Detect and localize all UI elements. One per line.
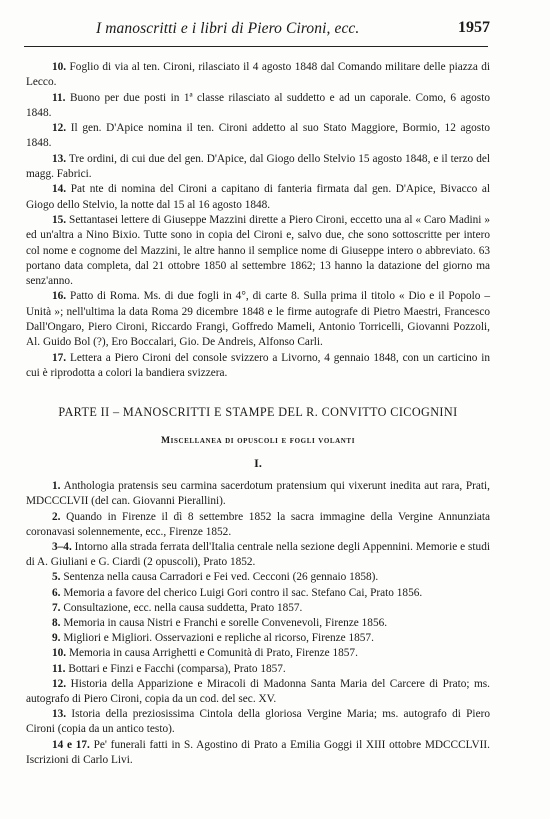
page-number: 1957 [458, 19, 490, 36]
item-text: Memoria in causa Arrighetti e Comunità di Prato, Firenze 1857. [68, 647, 358, 660]
item-number: 14. [52, 183, 67, 196]
item-text: Historia della Apparizione e Miracoli di Madonna Santa Maria del Carcere di Prato; ms. autografo di Piero Cironi, copia da un cod. del sec. XV. [26, 677, 490, 705]
item-number: 12. [52, 122, 67, 135]
item-text: Anthologia pratensis seu carmina sacerdotum pratensium qui vixerunt inedita aut rara, Prati, MDCCCLVII (del can. Giovanni Pierallini). [26, 480, 491, 508]
roman-numeral: I. [254, 455, 262, 470]
item-text: Memoria in causa Nistri e Franchi e sorelle Convenevoli, Firenze 1856. [63, 616, 388, 629]
item-text: Quando in Firenze il dì 8 settembre 1852 la sacra immagine della Vergine Annunziata coronavasi solennemente, ecc., Firenze 1852. [26, 510, 490, 538]
list-item [26, 91, 490, 122]
item-text: Pat nte di nomina del Cironi a capitano di fanteria firmata dal gen. D'Apice, Bivacco al Giogo dello Stelvio, la notte dal 15 al 16 agosto 1848. [26, 183, 491, 211]
item-text: Foglio di via al ten. Cironi, rilasciato il 4 agosto 1848 dal Comando militare delle piazza di Lecco. [26, 61, 491, 89]
item-text: Memoria a favore del cherico Luigi Gori contro il sac. Stefano Cai, Prato 1856. [63, 586, 423, 599]
item-text: Pe' funerali fatti in S. Agostino di Prato a Emilia Goggi il XIII ottobre MDCCCLVII. Iscrizioni di Carlo Livi. [26, 738, 490, 766]
item-number: 10. [52, 61, 67, 73]
item-number: 13. [52, 708, 67, 721]
item-text: Sentenza nella causa Carradori e Fei ved. Cecconi (26 gennaio 1858). [63, 571, 379, 584]
item-number: 1. [52, 480, 61, 493]
list-item [26, 289, 490, 350]
list-item [26, 182, 490, 213]
list-item [26, 631, 490, 646]
list-item [26, 738, 490, 768]
subheading: Miscellanea di opuscoli e fogli volanti [160, 434, 356, 446]
list-item [26, 213, 490, 289]
item-number: 12. [52, 677, 67, 690]
list-item [26, 60, 490, 91]
list-item [26, 662, 490, 677]
item-text: Settantasei lettere di Giuseppe Mazzini dirette a Piero Cironi, eccetto una al « Caro Madini » ed un'altra a Nino Bixio. Tutte sono in copia del Cironi e, salvo due, che sono sottoscritte per intero col nome e cognome del Mazzini, le altre hanno il semplice nome di Giuseppe intero o abbreviato. 63 portano data completa, dal 21 ottobre 1850 al settembre 1862; 13 hanno la datazione del giorno ma senz'anno. [26, 213, 490, 288]
list-part2 [26, 479, 490, 768]
list-item [26, 677, 490, 707]
item-number: 3–4. [52, 540, 72, 553]
item-number: 2. [52, 510, 61, 523]
item-text: Bottari e Finzi e Facchi (comparsa), Prato 1857. [68, 662, 286, 675]
running-header [24, 16, 488, 47]
item-text: Istoria della preziosissima Cintola della gloriosa Vergine Maria; ms. autografo di Piero Cironi (copia da un antico testo). [26, 708, 490, 736]
item-number: 14 e 17. [52, 738, 90, 751]
item-number: 8. [52, 616, 61, 629]
section-heading: PARTE II – MANOSCRITTI E STAMPE DEL R. CONVITTO CICOGNINI [58, 405, 458, 420]
list-item [26, 121, 490, 152]
item-text: Il gen. D'Apice nomina il ten. Cironi addetto al suo Stato Maggiore, Bormio, 12 agosto 1848. [26, 122, 490, 150]
item-number: 11. [52, 662, 66, 675]
item-text: Intorno alla strada ferrata dell'Italia centrale nella sezione degli Appennini. Memorie e studi di A. Giuliani e G. Ciardi (2 opuscoli), Prato 1852. [26, 540, 490, 569]
list-item [26, 646, 490, 661]
list-item [26, 152, 490, 183]
list-item [26, 601, 490, 616]
list-item [26, 510, 490, 540]
item-text: Buono per due posti in 1ª classe rilasciato al suddetto e ad un caporale. Como, 6 agosto 1848. [26, 91, 490, 119]
item-number: 15. [52, 213, 67, 226]
item-number: 5. [52, 571, 61, 584]
list-item [26, 570, 490, 585]
item-text: Patto di Roma. Ms. di due fogli in 4°, di carte 8. Sulla prima il titolo « Dio e il Popolo – Unità »; nell'ultima la data Roma 29 dicembre 1848 e le firme autografe di Pietro Maestri, Francesco Dall'Ongaro, Piero Cironi, Riccardo Frangi, Goffredo Mameli, Antonio Torricelli, Giovanni Pozzoli, Al. Guido Bol (?), Ero Boccalari, Gio. De Andreis, Alfonso Carli. [26, 290, 490, 349]
item-number: 7. [52, 601, 61, 614]
item-number: 10. [52, 647, 67, 660]
item-number: 6. [52, 586, 61, 599]
item-text: Tre ordini, di cui due del gen. D'Apice, dal Giogo dello Stelvio 15 agosto 1848, e il terzo del magg. Fabrici. [26, 152, 490, 181]
item-text: Consultazione, ecc. nella causa suddetta, Prato 1857. [63, 601, 303, 614]
page-body [26, 60, 490, 768]
item-text: Lettera a Piero Cironi del console svizzero a Livorno, 4 gennaio 1848, con un carticino in cui è riprodotta a colori la bandiera svizzera. [26, 351, 490, 379]
item-number: 13. [52, 152, 67, 165]
list-item [26, 707, 490, 737]
item-number: 16. [52, 290, 67, 303]
list-item [26, 351, 490, 382]
list-item [26, 479, 490, 509]
list-item [26, 540, 490, 570]
item-number: 11. [52, 91, 66, 104]
list-item [26, 586, 490, 601]
list-part1 [26, 60, 490, 381]
item-number: 9. [52, 632, 61, 645]
item-text: Migliori e Migliori. Osservazioni e repliche al ricorso, Firenze 1857. [63, 632, 374, 645]
list-item [26, 616, 490, 631]
header-title: I manoscritti e i libri di Piero Cironi, ecc. [96, 20, 360, 37]
item-number: 17. [52, 351, 67, 364]
